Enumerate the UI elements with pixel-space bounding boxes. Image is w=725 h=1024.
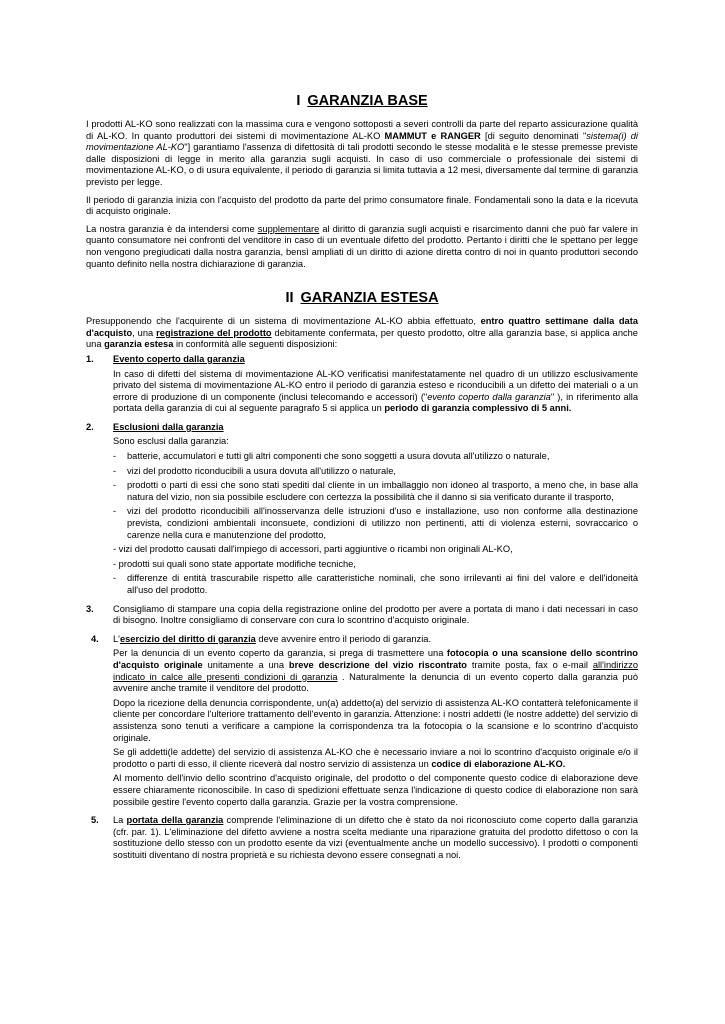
section-2-intro: Presupponendo che l'acquirente di un sistema di movimentazione AL-KO abbia effettuato, entro quattro settimane dalla data d'acquisto, una registrazione del prodotto debitamente confermata, per questo prodotto, oltre alla garanzia base, si applica anche una garanzia estesa in conformità alle seguenti disposizioni:: [86, 316, 638, 350]
exclusion-item: - prodotti o parti di essi che sono stati spediti dal cliente in un imballaggio non idoneo al trasporto, a meno che, in base alla natura del vizio, non sia possibile escludere con certezza la possibilità che il danno si sia verificato durante il trasporto,: [113, 480, 638, 502]
section-2-title: II GARANZIA ESTESA: [285, 290, 439, 307]
exclusion-item: - vizi del prodotto riconducibili all'inosservanza delle istruzioni d'uso e installazione, uso non conforme alla destinazione prevista, condizioni ambientali inconsuete, condizioni di utilizzo non pertinenti, atti di violenza esterni, sovraccarico o carenze nella cura e manutenzione del prodotto,: [113, 506, 638, 540]
exclusion-item: - batterie, accumulatori e tutti gli altri componenti che sono soggetti a usura dovuta all'utilizzo o naturale,: [113, 451, 550, 462]
item-4-paragraph-4: Al momento dell'invio dello scontrino d'acquisto originale, del prodotto o del componente questo codice di elaborazione deve essere chiaramente riconoscibile. In caso di spedizioni effettuate senza l'indicazione di questo codice di elaborazione non sarà possibile gestire l'evento coperto dalla garanzia. Grazie per la vostra comprensione.: [113, 773, 638, 807]
exclusion-item: - vizi del prodotto riconducibili a usura dovuta all'utilizzo o naturale,: [113, 465, 396, 476]
item-4-paragraph-3: Se gli addetti(le addette) del servizio di assistenza AL-KO che è necessario inviare a noi lo scontrino d'acquisto originale e/o il prodotto o parti di esso, il cliente riceverà dal nostro servizio di assistenza un codice di elaborazione AL-KO.: [113, 747, 638, 769]
exclusion-item: - differenze di entità trascurabile rispetto alle caratteristiche nominali, che sono irrilevanti ai fini del valore e dell'idoneità all'uso del prodotto.: [113, 573, 638, 595]
item-4-paragraph-2: Dopo la ricezione della denuncia corrispondente, un(a) addetto(a) del servizio di assistenza AL-KO contatterà telefonicamente il cliente per concordare l'ulteriore trattamento dell'evento in garanzia. Attenzione: i nostri addetti (le nostre addette) del servizio di assistenza sono tenuti a verificare a campione la corrispondenza tra la fotocopia o la scansione e lo scontrino d'acquisto originale.: [113, 697, 638, 743]
section-1-paragraph-3: La nostra garanzia è da intendersi come supplementare al diritto di garanzia sugli acquisti e risarcimento danni che può far valere in quanto consumatore nei confronti del venditore in caso di un eventuale difetto del prodotto. Pertanto i diritti che le spettano per legge non vengono pregiudicati dalla nostra garanzia, bensì ampliati di un diritto di azione diretta contro di noi in quanto produttori secondo quanto definito nella nostra dichiarazione di garanzia.: [86, 223, 638, 269]
document-page: [86, 86, 638, 866]
item-4-heading: L'esercizio del diritto di garanzia deve avvenire entro il periodo di garanzia.: [113, 633, 432, 644]
list-item-2: [86, 422, 638, 597]
item-2-number: 2.: [86, 421, 94, 432]
item-4-paragraph-1: Per la denuncia di un evento coperto da garanzia, si prega di trasmettere una fotocopia o una scansione dello scontrino d'acquisto originale unitamente a una breve descrizione del vizio riscontrato tramite posta, fax o e-mail all'indirizzo indicato in calce alle presenti condizioni di garanzia . Naturalmente la denuncia di un evento coperto dalla garanzia può avvenire anche tramite il venditore del prodotto.: [113, 648, 638, 694]
item-2-heading: Esclusioni dalla garanzia: [113, 421, 224, 432]
item-1-heading: Evento coperto dalla garanzia: [113, 353, 245, 364]
item-1-text: In caso di difetti del sistema di movimentazione AL-KO verificatisi manifestatamente nel quadro di un utilizzo esclusivamente privato del sistema di movimentazione AL-KO entro il periodo di garanzia esteso e riconducibili a un difetto dei materiali o a un errore di produzione di un componente (inclusi telecomando e accessori) ("evento coperto dalla garanzia" ), in riferimento alla portata della garanzia di cui al seguente paragrafo 5 si applica un periodo di garanzia complessivo di 5 anni.: [113, 368, 638, 414]
exclusion-item: - prodotti sui quali sono state apportate modifiche tecniche,: [113, 558, 356, 569]
list-item-5: [86, 815, 638, 861]
list-item-4: [86, 634, 638, 808]
item-5-number: 5.: [91, 815, 99, 826]
item-2-intro: Sono esclusi dalla garanzia:: [113, 436, 229, 447]
list-item-3: [86, 604, 638, 627]
section-1-paragraph-2: Il periodo di garanzia inizia con l'acquisto del prodotto da parte del primo consumatore finale. Fondamentali sono la data e la ricevuta di acquisto originale.: [86, 194, 638, 217]
item-5-text: La portata della garanzia comprende l'eliminazione di un difetto che è stato da noi riconosciuto come coperto dalla garanzia (cfr. par. 1). L'eliminazione del difetto avviene a nostra scelta mediante una riparazione gratuita del prodotto difettoso o con la sostituzione dello stesso con un prodotto esente da vizi (eventualmente anche un modello successivo). I prodotti o componenti sostituiti diventano di nostra proprietà e su richiesta devono essere consegnati a noi.: [113, 815, 638, 860]
list-item-1: [86, 354, 638, 415]
item-1-number: 1.: [86, 353, 94, 364]
item-3-number: 3.: [86, 603, 94, 614]
section-1-paragraph-1: I prodotti AL-KO sono realizzati con la massima cura e vengono sottoposti a severi controlli da parte del reparto assicurazione qualità di AL-KO. In quanto produttori dei sistemi di movimentazione AL-KO MAMMUT e RANGER [di seguito denominati "sistema(i) di movimentazione AL-KO"] garantiamo l'assenza di difettosità di tali prodotti secondo le stesse modalità e le stesse premesse previste dalle disposizioni di legge in merito alla garanzia sugli acquisti. In caso di uso commerciale o professionale dei sistemi di movimentazione AL-KO, o di usura equivalente, il periodo di garanzia si limita tuttavia a 12 mesi, diversamente dal termine di garanzia previsto per legge.: [86, 119, 638, 187]
item-3-text: Consigliamo di stampare una copia della registrazione online del prodotto per avere a portata di mano i dati necessari in caso di bisogno. Inoltre consigliamo di conservare con cura lo scontrino d'acquisto originale.: [113, 603, 638, 626]
section-1-title: I GARANZIA BASE: [296, 93, 428, 109]
item-4-number: 4.: [91, 633, 99, 644]
exclusion-item: - vizi del prodotto causati dall'impiego di accessori, parti aggiuntive o ricambi non originali AL-KO,: [113, 544, 513, 555]
